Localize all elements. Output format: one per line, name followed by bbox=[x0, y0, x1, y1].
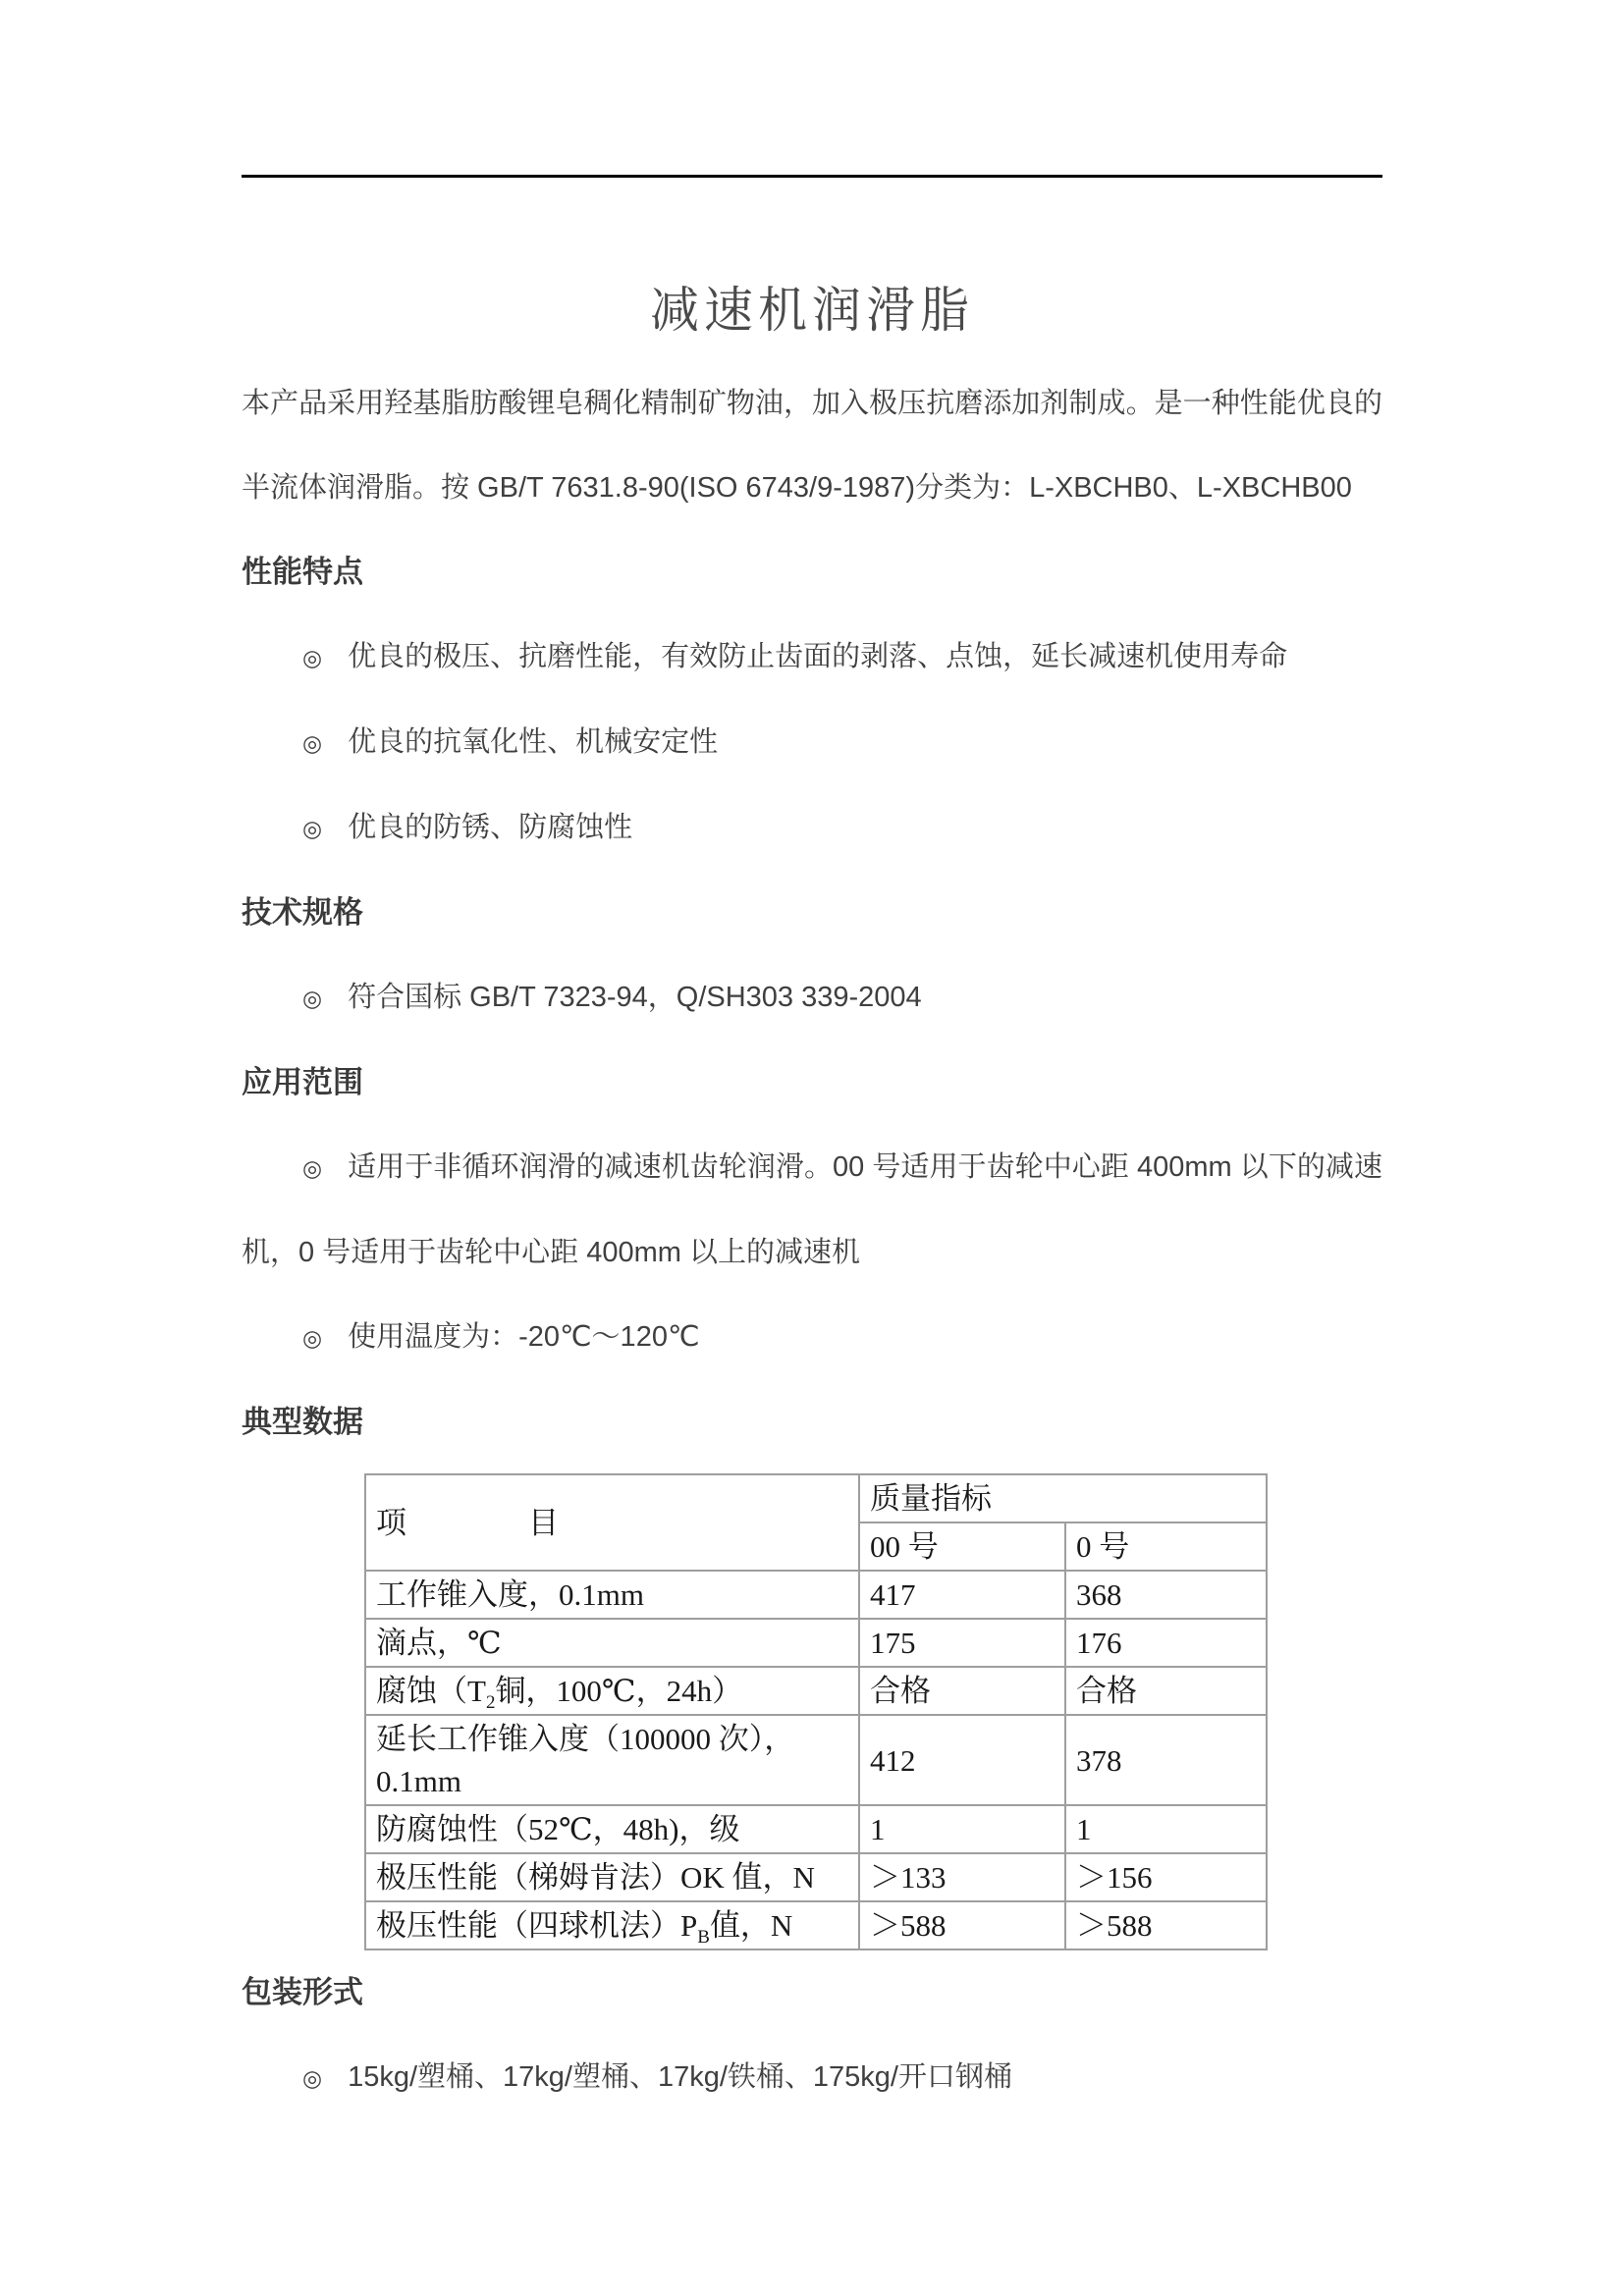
table-row bbox=[365, 1619, 1267, 1667]
list-item-text: 使用温度为：-20℃～120℃ bbox=[348, 1321, 700, 1353]
table-row bbox=[365, 1901, 1267, 1949]
table-cell-value-00: ＞133 bbox=[859, 1853, 1065, 1901]
table-row bbox=[365, 1571, 1267, 1619]
section-heading-spec: 技术规格 bbox=[242, 895, 363, 930]
table-row bbox=[365, 1853, 1267, 1901]
section-heading-performance: 性能特点 bbox=[242, 555, 363, 589]
table-cell-value-00: 417 bbox=[859, 1571, 1065, 1619]
bullet-icon: ◎ bbox=[302, 730, 323, 756]
list-item bbox=[242, 614, 1382, 700]
bullet-icon: ◎ bbox=[302, 645, 323, 670]
list-item-text: 优良的极压、抗磨性能，有效防止齿面的剥落、点蚀，延长减速机使用寿命 bbox=[348, 641, 1288, 672]
table-row bbox=[365, 1805, 1267, 1853]
page-title: 减速机润滑脂 bbox=[650, 283, 974, 338]
table-cell-value-00: ＞588 bbox=[859, 1901, 1065, 1949]
list-item bbox=[242, 955, 1382, 1041]
table-cell-label: 滴点，℃ bbox=[365, 1619, 859, 1667]
bullet-icon: ◎ bbox=[302, 2065, 323, 2091]
list-item-text: 符合国标 GB/T 7323-94，Q/SH303 339-2004 bbox=[348, 982, 922, 1013]
section-heading-packaging: 包装形式 bbox=[242, 1975, 363, 2009]
list-item bbox=[242, 1125, 1382, 1295]
table-cell-value-00: 1 bbox=[859, 1805, 1065, 1853]
table-cell-value-0: ＞156 bbox=[1065, 1853, 1267, 1901]
table-header-row bbox=[365, 1474, 1267, 1522]
table-cell-value-0: 368 bbox=[1065, 1571, 1267, 1619]
table-cell-value-00: 412 bbox=[859, 1715, 1065, 1805]
table-cell-label: 腐蚀（$T_2$铜，100℃，24h） bbox=[365, 1667, 859, 1715]
list-item bbox=[242, 700, 1382, 785]
table-cell-label: 延长工作锥入度（100000 次），0.1mm bbox=[365, 1715, 859, 1805]
table-header-grade-00: 00 号 bbox=[859, 1522, 1065, 1571]
typical-data-table bbox=[364, 1473, 1268, 1950]
list-item-text: 适用于非循环润滑的减速机齿轮润滑。00 号适用于齿轮中心距 400mm 以下的减速机，0 号适用于齿轮中心距 400mm 以上的减速机 bbox=[242, 1151, 1382, 1268]
table-header-quality: 质量指标 bbox=[859, 1474, 1267, 1522]
table-cell-label: 极压性能（四球机法）$P_B$值，N bbox=[365, 1901, 859, 1949]
list-item bbox=[242, 785, 1382, 871]
table-cell-value-00: 合格 bbox=[859, 1667, 1065, 1715]
table-row bbox=[365, 1667, 1267, 1715]
header-rule bbox=[242, 175, 1382, 178]
table-header-item bbox=[365, 1474, 859, 1571]
table-row bbox=[365, 1715, 1267, 1805]
table-cell-value-0: ＞588 bbox=[1065, 1901, 1267, 1949]
table-cell-value-0: 1 bbox=[1065, 1805, 1267, 1853]
list-item bbox=[242, 2035, 1382, 2120]
table-cell-value-0: 176 bbox=[1065, 1619, 1267, 1667]
section-heading-application: 应用范围 bbox=[242, 1065, 363, 1099]
document-content bbox=[242, 0, 1382, 2120]
table-cell-label: 工作锥入度，0.1mm bbox=[365, 1571, 859, 1619]
table-header-grade-0: 0 号 bbox=[1065, 1522, 1267, 1571]
table-cell-label: 极压性能（梯姆肯法）OK 值，N bbox=[365, 1853, 859, 1901]
bullet-icon: ◎ bbox=[302, 1325, 323, 1351]
intro-paragraph: 本产品采用羟基脂肪酸锂皂稠化精制矿物油，加入极压抗磨添加剂制成。是一种性能优良的半流体润滑脂。按 GB/T 7631.8-90(ISO 6743/9-1987)分类为：L-XBCHB0、L-XBCHB00 bbox=[242, 388, 1382, 504]
table-cell-value-0: 378 bbox=[1065, 1715, 1267, 1805]
list-item bbox=[242, 1295, 1382, 1380]
bullet-icon: ◎ bbox=[302, 986, 323, 1011]
table-cell-value-0: 合格 bbox=[1065, 1667, 1267, 1715]
bullet-icon: ◎ bbox=[302, 816, 323, 841]
list-item-text: 优良的抗氧化性、机械安定性 bbox=[348, 726, 719, 758]
bullet-icon: ◎ bbox=[302, 1155, 323, 1181]
list-item-text: 15kg/塑桶、17kg/塑桶、17kg/铁桶、175kg/开口钢桶 bbox=[348, 2061, 1012, 2093]
table-cell-value-00: 175 bbox=[859, 1619, 1065, 1667]
table-cell-label: 防腐蚀性（52℃，48h)，级 bbox=[365, 1805, 859, 1853]
section-heading-typical-data: 典型数据 bbox=[242, 1405, 363, 1439]
list-item-text: 优良的防锈、防腐蚀性 bbox=[348, 812, 633, 843]
table-header-item-text: 项 目 bbox=[376, 1505, 559, 1540]
